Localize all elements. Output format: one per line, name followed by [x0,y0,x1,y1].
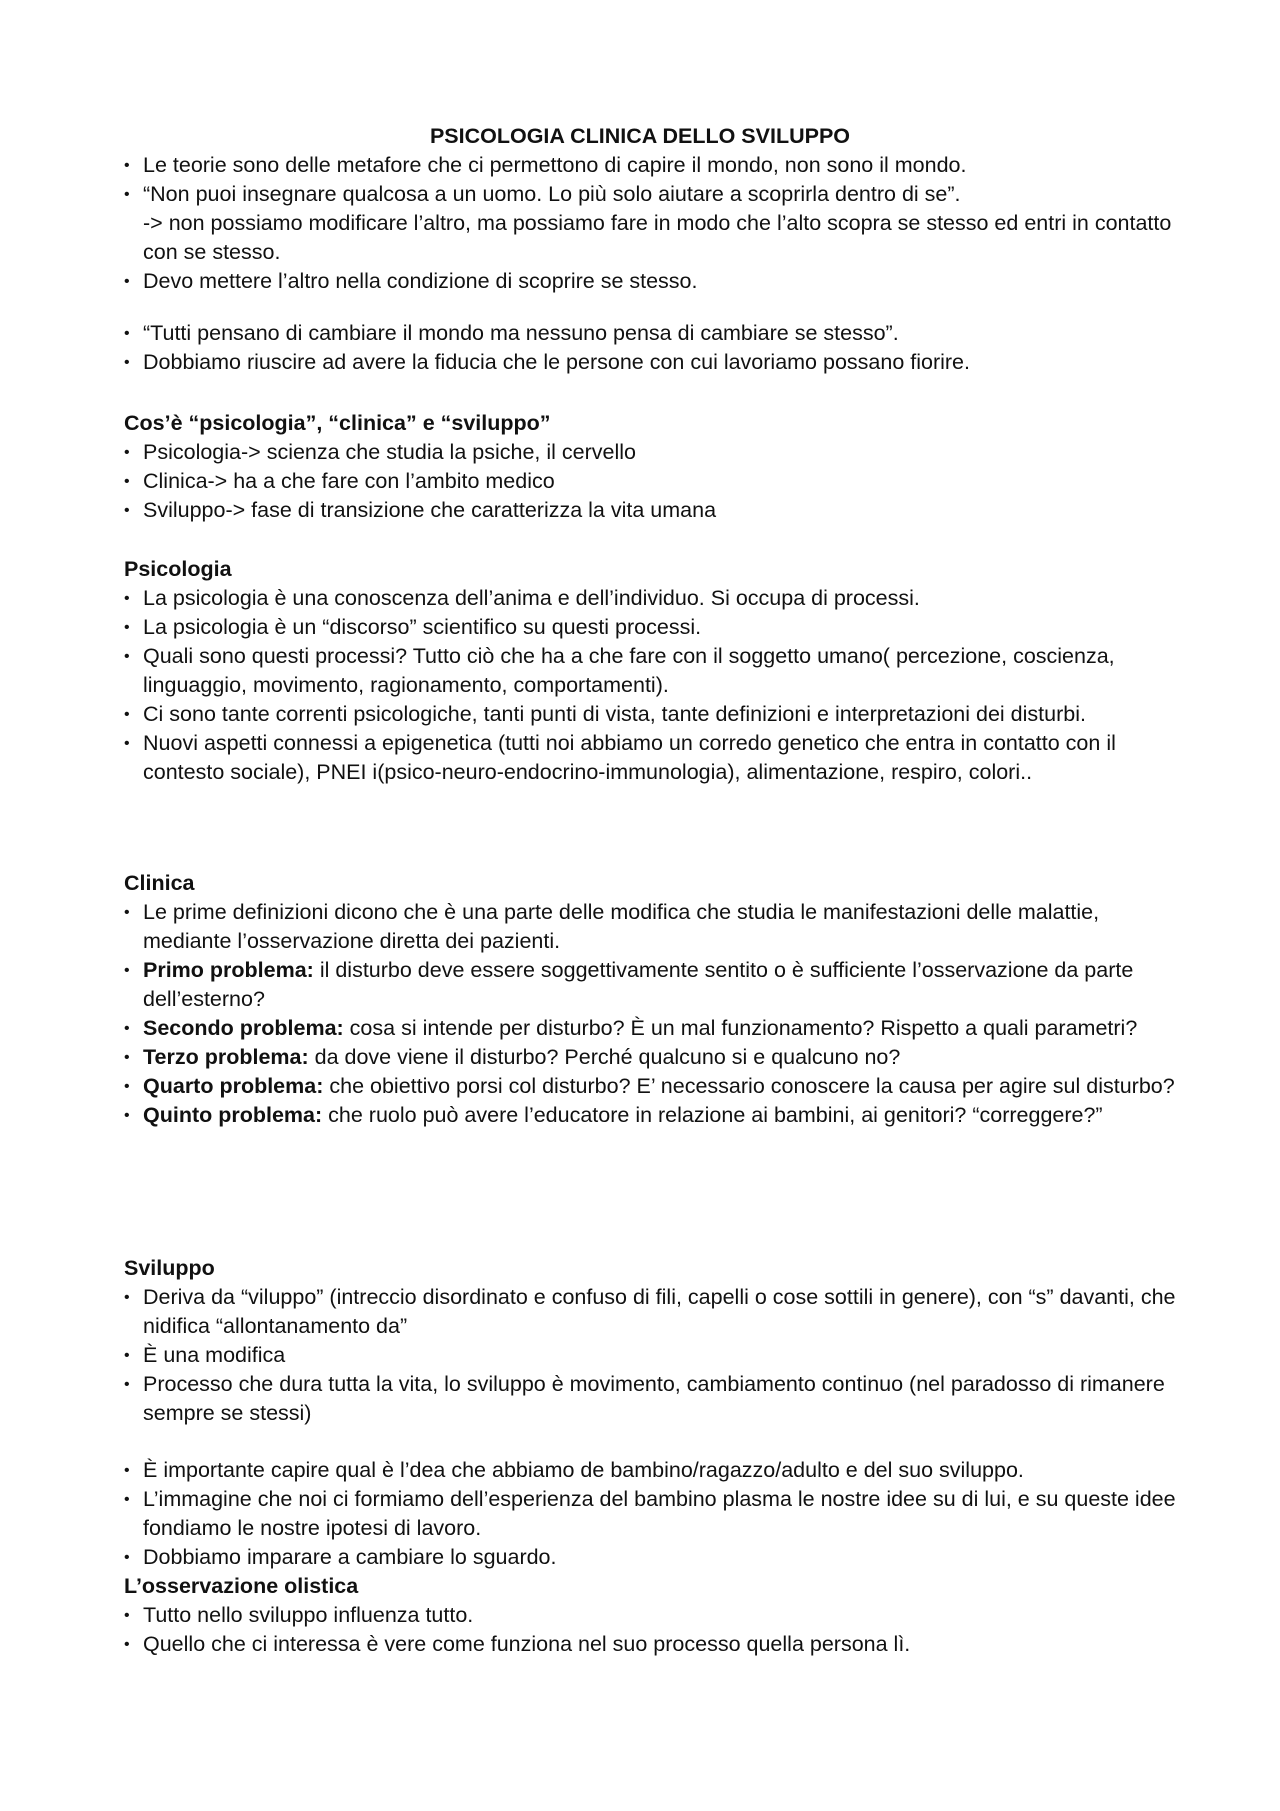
bullet-icon: • [124,619,130,636]
clinica-list [124,898,1184,1130]
list-item [124,1601,1184,1630]
section-heading: Cos’è “psicologia”, “clinica” e “sviluppo” [124,411,551,435]
problem-label: Primo problema: [143,958,314,982]
problem-text: il disturbo deve essere soggettivamente sentito o è sufficiente l’osservazione da parte dell’esterno? [143,958,1134,1011]
bullet-icon: • [124,1078,130,1095]
sviluppo-section [124,1254,1184,1428]
list-item [124,1543,1184,1572]
bullet-icon: • [124,1020,130,1037]
list-item-text: Nuovi aspetti connessi a epigenetica (tutti noi abbiamo un corredo genetico che entra in contatto con il contesto sociale), PNEI i(psico-neuro-endocrino-immunologia), alimentazione, respiro, colori.. [143,731,1116,784]
bullet-icon: • [124,904,130,921]
list-item-text: Le prime definizioni dicono che è una parte delle modifica che studia le manifestazioni delle malattie, mediante l’osservazione diretta dei pazienti. [143,900,1100,953]
list-item [124,151,1184,180]
list-item-text: Sviluppo-> fase di transizione che caratterizza la vita umana [143,498,717,522]
problem-label: Secondo problema: [143,1016,344,1040]
list-item [124,1630,1184,1659]
list-item [124,1341,1184,1370]
list-item-text: Le teorie sono delle metafore che ci permettono di capire il mondo, non sono il mondo. [143,153,967,177]
sviluppo-section-2 [124,1456,1184,1572]
list-item-text: La psicologia è un “discorso” scientifico su questi processi. [143,615,702,639]
bullet-icon: • [124,325,130,342]
sviluppo-list [124,1283,1184,1428]
bullet-icon: • [124,1549,130,1566]
bullet-icon: • [124,354,130,371]
list-item [124,348,1184,377]
list-item [124,956,1184,1014]
list-item [124,1043,1184,1072]
bullet-icon: • [124,1636,130,1653]
list-item [124,898,1184,956]
bullet-icon: • [124,444,130,461]
problem-label: Quarto problema: [143,1074,324,1098]
bullet-icon: • [124,706,130,723]
psicologia-section [124,555,1184,787]
bullet-icon: • [124,1347,130,1364]
list-item [124,1283,1184,1341]
problem-label: Quinto problema: [143,1103,323,1127]
intro2-section [124,319,1184,377]
olistica-section [124,1572,1184,1659]
intro-note: -> non possiamo modificare l’altro, ma possiamo fare in modo che l’alto scopra se stesso ed entri in contatto con se stesso. [143,211,1172,264]
olistica-list [124,1601,1184,1659]
section-heading: Psicologia [124,557,232,581]
list-item [124,267,1184,296]
list-item [124,1014,1184,1043]
list-item [124,700,1184,729]
list-item [124,1370,1184,1428]
bullet-icon: • [124,1289,130,1306]
bullet-icon: • [124,1049,130,1066]
psicologia-list [124,584,1184,787]
bullet-icon: • [124,1607,130,1624]
intro-section [124,151,1184,296]
bullet-icon: • [124,273,130,290]
list-item-text: Dobbiamo imparare a cambiare lo sguardo. [143,1545,557,1569]
problem-text: da dove viene il disturbo? Perché qualcuno si e qualcuno no? [308,1045,901,1069]
problem-text: cosa si intende per disturbo? È un mal funzionamento? Rispetto a quali parametri? [343,1016,1138,1040]
list-item [124,613,1184,642]
list-item [124,1101,1184,1130]
list-item [124,584,1184,613]
list-item-text: Devo mettere l’altro nella condizione di scoprire se stesso. [143,269,698,293]
bullet-icon: • [124,502,130,519]
problem-label: Terzo problema: [143,1045,309,1069]
list-item-text: Quello che ci interessa è vere come funziona nel suo processo quella persona lì. [143,1632,911,1656]
list-item-text: Deriva da “viluppo” (intreccio disordinato e confuso di fili, capelli o cose sottili in genere), con “s” davanti, che nidifica “allontanamento da” [143,1285,1176,1338]
list-item-text: L’immagine che noi ci formiamo dell’esperienza del bambino plasma le nostre idee su di lui, e su queste idee fondiamo le nostre ipotesi di lavoro. [143,1487,1176,1540]
cose-section [124,409,1184,525]
section-heading: L’osservazione olistica [124,1574,359,1598]
document-title: PSICOLOGIA CLINICA DELLO SVILUPPO [429,124,851,148]
list-item [124,1072,1184,1101]
clinica-section [124,869,1184,1130]
bullet-icon: • [124,735,130,752]
list-item [124,438,1184,467]
list-item-text: È importante capire qual è l’dea che abbiamo de bambino/ragazzo/adulto e del suo sviluppo. [143,1458,1024,1482]
bullet-icon: • [124,648,130,665]
bullet-icon: • [124,1462,130,1479]
list-item-text: Quali sono questi processi? Tutto ciò che ha a che fare con il soggetto umano( percezione, coscienza, linguaggio, movimento, ragionamento, comportamenti). [143,644,1115,697]
list-item-text: È una modifica [143,1343,286,1367]
list-item [124,180,1184,267]
problem-text: che ruolo può avere l’educatore in relazione ai bambini, ai genitori? “correggere?” [322,1103,1103,1127]
bullet-icon: • [124,1491,130,1508]
cose-list [124,438,1184,525]
list-item-text: Psicologia-> scienza che studia la psiche, il cervello [143,440,636,464]
list-item-text: “Non puoi insegnare qualcosa a un uomo. Lo più solo aiutare a scoprirla dentro di se”. [143,182,961,206]
list-item [124,496,1184,525]
list-item [124,642,1184,700]
problem-text: che obiettivo porsi col disturbo? E’ necessario conoscere la causa per agire sul disturbo? [323,1074,1175,1098]
list-item [124,729,1184,787]
list-item-text: Processo che dura tutta la vita, lo sviluppo è movimento, cambiamento continuo (nel paradosso di rimanere sempre se stessi) [143,1372,1165,1425]
list-item-text: Ci sono tante correnti psicologiche, tanti punti di vista, tante definizioni e interpretazioni dei disturbi. [143,702,1086,726]
sviluppo-list-2 [124,1456,1184,1572]
intro-list [124,151,1184,296]
list-item [124,319,1184,348]
section-heading: Sviluppo [124,1256,215,1280]
list-item-text: “Tutti pensano di cambiare il mondo ma nessuno pensa di cambiare se stesso”. [143,321,899,345]
intro2-list [124,319,1184,377]
list-item-text: Dobbiamo riuscire ad avere la fiducia che le persone con cui lavoriamo possano fiorire. [143,350,970,374]
list-item [124,1485,1184,1543]
bullet-icon: • [124,962,130,979]
list-item [124,467,1184,496]
list-item [124,1456,1184,1485]
bullet-icon: • [124,186,130,203]
bullet-icon: • [124,1376,130,1393]
list-item-text: Clinica-> ha a che fare con l’ambito medico [143,469,555,493]
section-heading: Clinica [124,871,195,895]
list-item-text: La psicologia è una conoscenza dell’anima e dell’individuo. Si occupa di processi. [143,586,920,610]
bullet-icon: • [124,473,130,490]
bullet-icon: • [124,1107,130,1124]
bullet-icon: • [124,157,130,174]
list-item-text: Tutto nello sviluppo influenza tutto. [143,1603,474,1627]
bullet-icon: • [124,590,130,607]
